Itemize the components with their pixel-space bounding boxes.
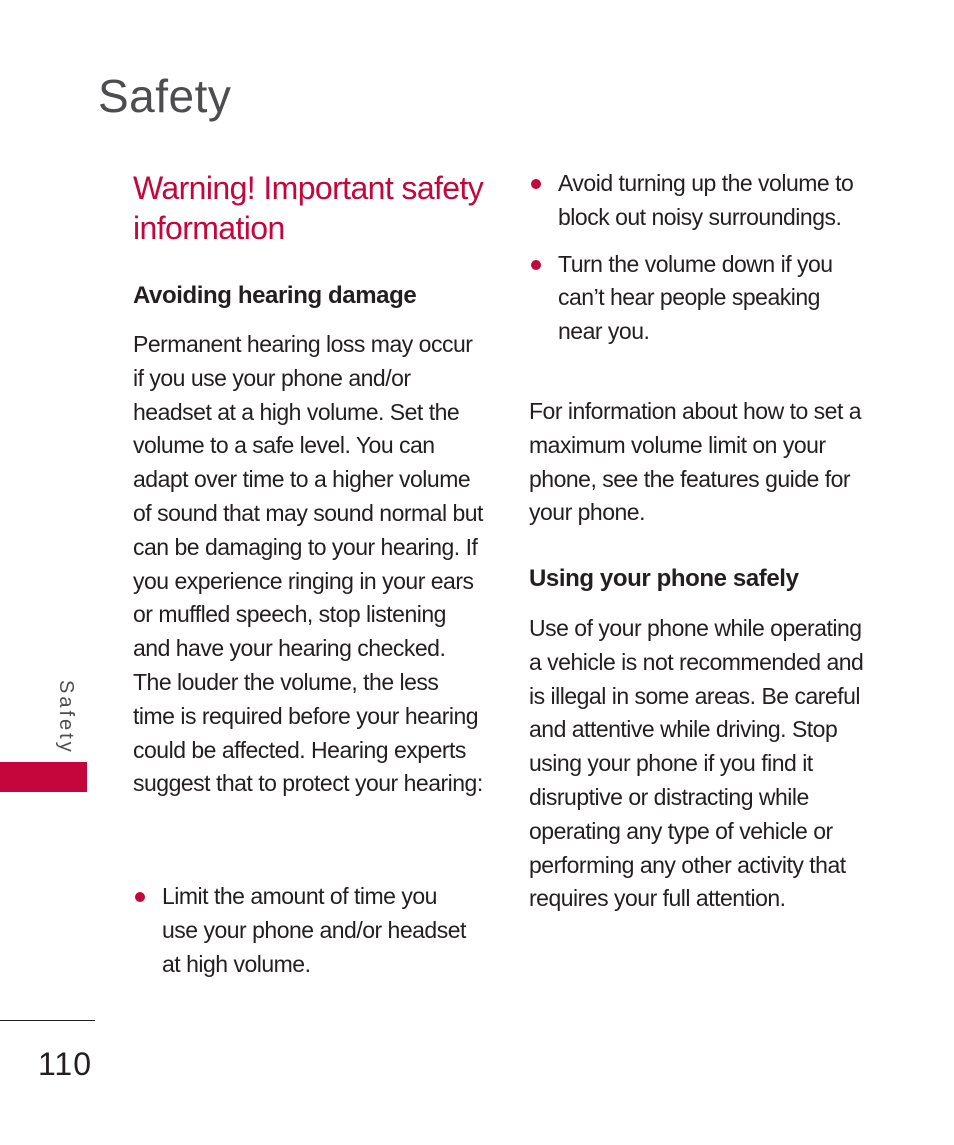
bullet-text: Turn the volume down if you can’t hear people speaking near you. bbox=[558, 250, 833, 345]
page-number: 110 bbox=[38, 1046, 93, 1082]
list-item bbox=[529, 167, 864, 235]
hearing-bullet-list-left bbox=[133, 880, 473, 981]
page-title: Safety bbox=[98, 70, 232, 122]
bullet-icon bbox=[531, 179, 541, 189]
driving-paragraph: Use of your phone while operating a vehicle is not recommended and is illegal in some areas. Be careful and attentive while driving. Stop using your phone if you find it disruptive or distracting while operating any type of vehicle or performing any other activity that requires your full attention. bbox=[529, 615, 864, 912]
side-tab-label: Safety bbox=[55, 680, 77, 755]
bullet-icon bbox=[531, 260, 541, 270]
bullet-icon bbox=[135, 892, 145, 902]
side-tab-marker bbox=[0, 762, 87, 792]
hearing-closing-paragraph: For information about how to set a maximum volume limit on your phone, see the features guide for your phone. bbox=[529, 398, 862, 526]
section-heading: Warning! Important safety information bbox=[133, 170, 484, 246]
driving-heading: Using your phone safely bbox=[529, 565, 799, 592]
footer-divider bbox=[0, 1020, 95, 1021]
list-item bbox=[133, 880, 473, 981]
bullet-text: Limit the amount of time you use your phone and/or headset at high volume. bbox=[162, 883, 466, 977]
list-item bbox=[529, 248, 864, 349]
hearing-paragraph: Permanent hearing loss may occur if you use your phone and/or headset at a high volume. Set the volume to a safe level. You can adapt over time to a higher volume of sound that may sound normal but can be damaging to your hearing. If you experience ringing in your ears or muffled speech, stop listening and have your hearing checked. The louder the volume, the less time is required before your hearing could be affected. Hearing experts suggest that to protect your hearing: bbox=[133, 331, 483, 797]
hearing-bullet-list-right bbox=[529, 167, 864, 349]
hearing-heading: Avoiding hearing damage bbox=[133, 282, 417, 309]
bullet-text: Avoid turning up the volume to block out noisy surroundings. bbox=[558, 170, 854, 230]
